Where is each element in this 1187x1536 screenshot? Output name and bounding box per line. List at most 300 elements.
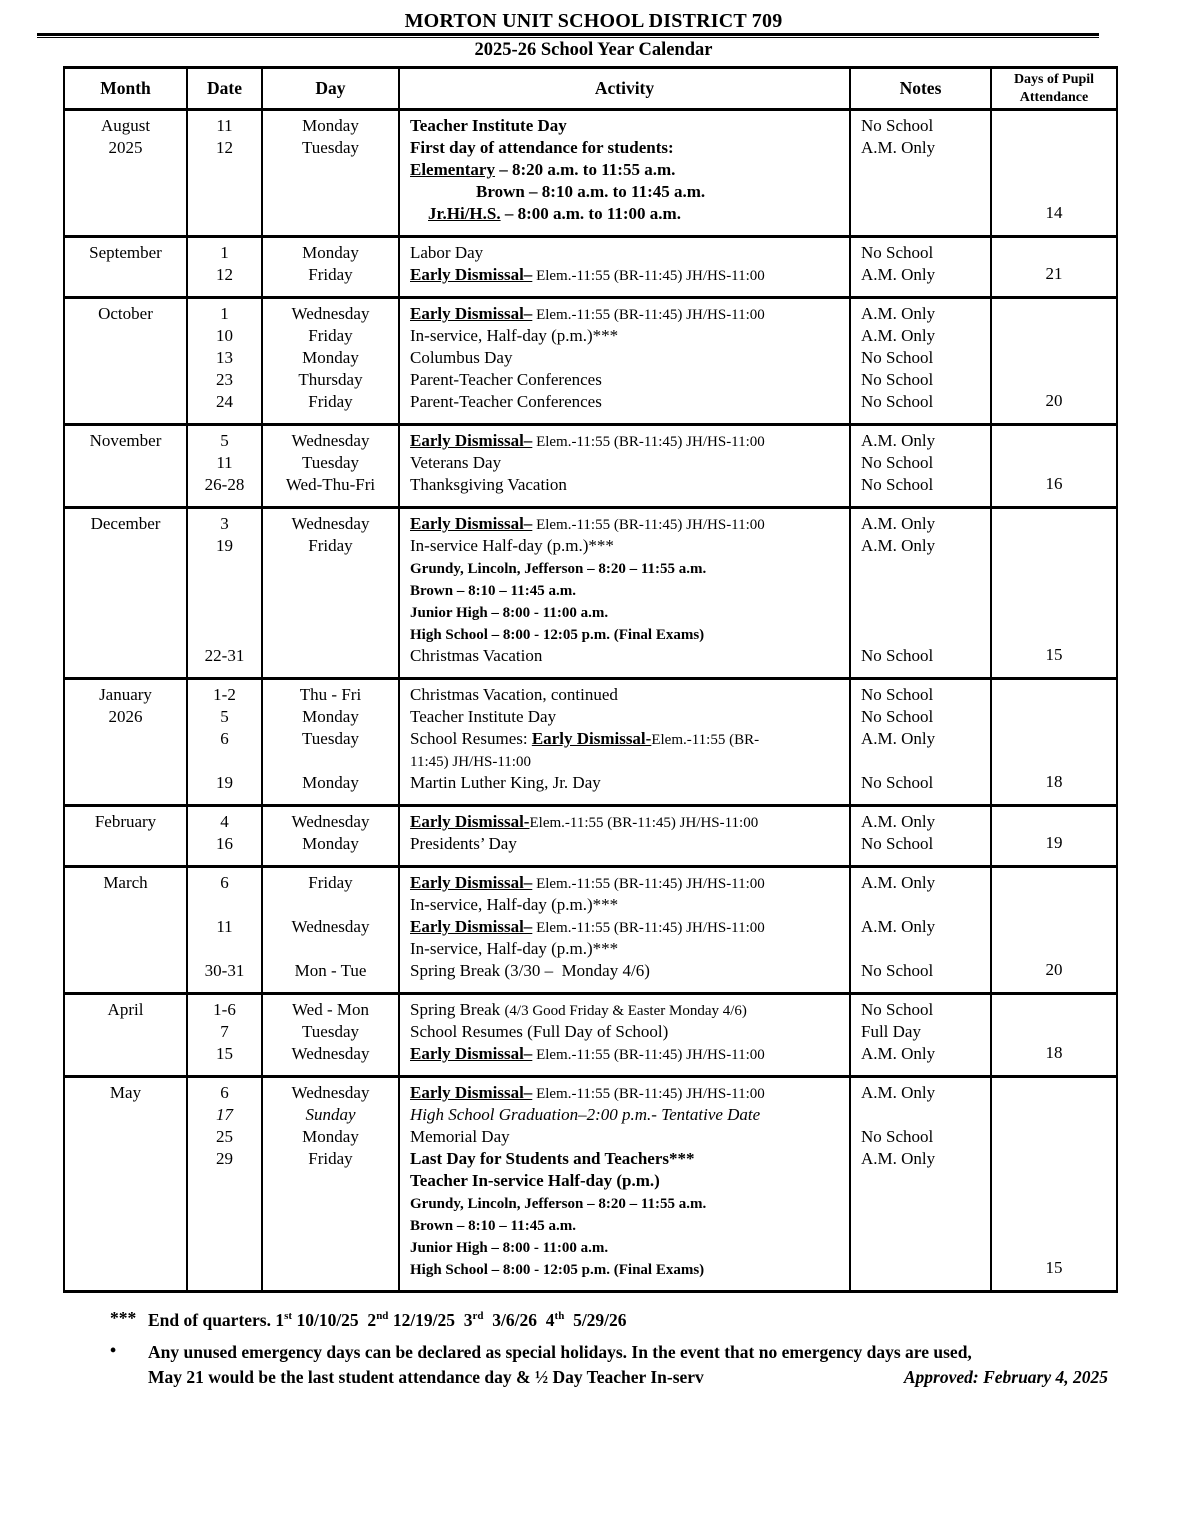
note-value: A.M. Only (861, 304, 936, 323)
activity-line (410, 242, 845, 264)
note-value: A.M. Only (861, 873, 936, 892)
notes-cell (850, 994, 991, 1077)
activity-line (410, 137, 845, 159)
date-value: 7 (220, 1022, 229, 1041)
date-cell (187, 867, 262, 994)
date-cell (187, 508, 262, 679)
month-name: September (89, 243, 162, 262)
activity-text: Early Dismissal– (410, 514, 533, 533)
note-value: A.M. Only (861, 1149, 936, 1168)
month-name: April (107, 1000, 144, 1019)
day-value (263, 645, 398, 667)
activity-line (410, 872, 845, 894)
activity-cell (399, 298, 850, 425)
activity-text: Elem.-11:55 (BR-11:45) JH/HS-11:00 (532, 1086, 765, 1102)
date-cell (187, 237, 262, 298)
activity-line (410, 369, 845, 391)
month-row-february (64, 806, 1117, 867)
day-value (263, 623, 398, 645)
month-year: 2026 (108, 707, 143, 726)
activity-text: In-service Half-day (p.m.)*** (410, 536, 614, 555)
activity-text: Elem.-11:55 (BR-11:45) JH/HS-11:00 (532, 268, 765, 284)
activity-text: School Resumes: (410, 729, 532, 748)
date-value: 5 (220, 431, 229, 450)
day-value: Wednesday (291, 431, 370, 450)
note-value (861, 579, 990, 601)
note-value: No School (861, 685, 934, 704)
calendar-table (63, 66, 1118, 1293)
date-value (188, 894, 261, 916)
activity-line (410, 938, 845, 960)
activity-line (410, 579, 845, 601)
month-row-september (64, 237, 1117, 298)
activity-text: Early Dismissal– (410, 304, 533, 323)
day-value: Tuesday (302, 1022, 359, 1041)
day-value (263, 750, 398, 772)
activity-line (410, 1148, 845, 1170)
activity-cell (399, 679, 850, 806)
note-value: No School (861, 961, 934, 980)
activity-line (410, 474, 845, 496)
date-cell (187, 1077, 262, 1292)
date-value (188, 1192, 261, 1214)
activity-line (410, 391, 845, 413)
day-value: Wed - Mon (291, 1000, 369, 1019)
note-value: No School (861, 475, 934, 494)
activity-text: Veterans Day (410, 453, 502, 472)
activity-text: Thanksgiving Vacation (410, 475, 567, 494)
activity-text: High School – 8:00 - 12:05 p.m. (Final Exams) (410, 627, 705, 643)
notes-cell (850, 425, 991, 508)
note-value (861, 159, 990, 181)
activity-text: Last Day for Students and Teachers*** (410, 1149, 695, 1168)
day-value (263, 203, 398, 225)
date-value (188, 181, 261, 203)
day-cell (262, 508, 399, 679)
note-value (861, 1258, 990, 1280)
month-row-august (64, 110, 1117, 237)
note-value: No School (861, 453, 934, 472)
activity-text: Grundy, Lincoln, Jefferson – 8:20 – 11:55 a.m. (410, 1196, 707, 1212)
activity-text: Early Dismissal– (410, 1083, 533, 1102)
activity-line (410, 452, 845, 474)
activity-line (410, 1021, 845, 1043)
header-month: Month (64, 68, 187, 110)
month-cell (64, 110, 187, 237)
activity-text: Early Dismissal– (410, 873, 533, 892)
date-value: 12 (216, 138, 233, 157)
day-value: Wednesday (291, 1044, 370, 1063)
activity-text: Jr.Hi/H.S. (428, 204, 501, 223)
quarters-segment: 5/29/26 (564, 1310, 627, 1330)
note-value: No School (861, 1000, 934, 1019)
activity-text: In-service, Half-day (p.m.)*** (410, 939, 619, 958)
day-value: Friday (308, 326, 353, 345)
quarters-segment: 3/6/26 4 (483, 1310, 555, 1330)
note-value (861, 1192, 990, 1214)
date-value: 29 (216, 1149, 233, 1168)
attendance-value: 18 (1045, 772, 1063, 791)
note-value: A.M. Only (861, 138, 936, 157)
note-value: A.M. Only (861, 917, 936, 936)
month-cell (64, 237, 187, 298)
date-value (188, 601, 261, 623)
day-value: Wednesday (291, 304, 370, 323)
date-cell (187, 679, 262, 806)
activity-text: Early Dismissal– (410, 265, 533, 284)
month-cell (64, 806, 187, 867)
date-value (188, 1258, 261, 1280)
activity-text: Teacher In-service Half-day (p.m.) (410, 1171, 660, 1190)
date-value: 1-6 (213, 1000, 236, 1019)
activity-line (410, 1192, 845, 1214)
day-cell (262, 237, 399, 298)
quarters-segment: th (554, 1310, 565, 1323)
activity-line (410, 684, 845, 706)
date-value: 19 (216, 773, 233, 792)
month-year: 2025 (108, 138, 143, 157)
day-value: Tuesday (302, 138, 359, 157)
activity-line (410, 1126, 845, 1148)
day-cell (262, 298, 399, 425)
day-cell (262, 679, 399, 806)
date-value: 6 (220, 729, 229, 748)
header-activity: Activity (399, 68, 850, 110)
note-value (861, 601, 990, 623)
date-value: 16 (216, 834, 233, 853)
activity-text: Junior High – 8:00 - 11:00 a.m. (410, 1240, 609, 1256)
activity-line (410, 894, 845, 916)
note-value (861, 1236, 990, 1258)
activity-cell (399, 425, 850, 508)
note-value (861, 203, 990, 225)
activity-line (410, 645, 845, 667)
activity-text: Christmas Vacation, continued (410, 685, 618, 704)
attendance-cell (991, 508, 1117, 679)
month-name: October (98, 304, 153, 323)
attendance-value: 19 (1045, 833, 1063, 852)
attendance-cell (991, 237, 1117, 298)
attendance-cell (991, 425, 1117, 508)
note-value (861, 181, 990, 203)
day-value (263, 1258, 398, 1280)
attendance-cell (991, 298, 1117, 425)
document-title: MORTON UNIT SCHOOL DISTRICT 709 (404, 10, 783, 32)
activity-text: Elem.-11:55 (BR- (651, 732, 760, 748)
notes-cell (850, 679, 991, 806)
note-value: No School (861, 1127, 934, 1146)
date-value: 25 (216, 1127, 233, 1146)
attendance-cell (991, 110, 1117, 237)
activity-text: Brown – 8:10 a.m. to 11:45 a.m. (476, 182, 706, 201)
note-value: No School (861, 348, 934, 367)
day-value: Monday (302, 834, 359, 853)
activity-line (410, 772, 845, 794)
month-cell (64, 679, 187, 806)
day-value: Monday (302, 707, 359, 726)
activity-line (410, 303, 845, 325)
approved-date: Approved: February 4, 2025 (903, 1367, 1108, 1387)
date-value (188, 1170, 261, 1192)
month-row-may (64, 1077, 1117, 1292)
note-value: No School (861, 707, 934, 726)
note-value (861, 938, 990, 960)
month-name: May (109, 1083, 142, 1102)
day-value (263, 159, 398, 181)
day-value: Sunday (305, 1105, 356, 1124)
day-value: Thu - Fri (299, 685, 362, 704)
date-cell (187, 806, 262, 867)
activity-text: Parent-Teacher Conferences (410, 392, 602, 411)
activity-cell (399, 806, 850, 867)
date-value (188, 557, 261, 579)
note-value: No School (861, 243, 934, 262)
activity-line (410, 1236, 845, 1258)
date-value (188, 1236, 261, 1258)
header-date: Date (187, 68, 262, 110)
activity-line (410, 728, 845, 750)
note-value: A.M. Only (861, 431, 936, 450)
bullet-marker: • (110, 1340, 117, 1360)
attendance-value: 15 (1045, 1258, 1063, 1277)
date-value: 11 (216, 917, 233, 936)
date-value: 19 (216, 536, 233, 555)
quarters-segment: 12/19/25 3 (388, 1310, 473, 1330)
activity-text: Brown – 8:10 – 11:45 a.m. (410, 1218, 576, 1234)
date-value (188, 579, 261, 601)
activity-line (410, 557, 845, 579)
date-value: 11 (216, 453, 233, 472)
note-value: No School (861, 646, 934, 665)
activity-line (410, 1258, 845, 1280)
day-value: Monday (302, 348, 359, 367)
activity-text: Teacher Institute Day (410, 116, 567, 135)
month-name: November (89, 431, 162, 450)
quarters-segment: st (284, 1310, 293, 1323)
activity-text: Spring Break (410, 1000, 505, 1019)
notes-cell (850, 508, 991, 679)
note-value (861, 557, 990, 579)
activity-text: Elem.-11:55 (BR-11:45) JH/HS-11:00 (532, 876, 765, 892)
day-value: Thursday (298, 370, 363, 389)
activity-text: Elem.-11:55 (BR-11:45) JH/HS-11:00 (532, 434, 765, 450)
day-value: Wednesday (291, 514, 370, 533)
activity-text: In-service, Half-day (p.m.)*** (410, 326, 619, 345)
day-value: Monday (302, 773, 359, 792)
day-value: Friday (308, 392, 353, 411)
activity-text: Early Dismissal- (410, 812, 530, 831)
date-value: 17 (216, 1105, 233, 1124)
note-value: A.M. Only (861, 326, 936, 345)
month-name: February (94, 812, 157, 831)
header-notes: Notes (850, 68, 991, 110)
footnotes-section (110, 1308, 1110, 1390)
attendance-cell (991, 806, 1117, 867)
title-rule (37, 33, 1099, 38)
activity-text: Elem.-11:55 (BR-11:45) JH/HS-11:00 (532, 920, 765, 936)
activity-line (410, 1214, 845, 1236)
header-attendance: Days of Pupil Attendance (991, 68, 1117, 110)
day-value (263, 579, 398, 601)
activity-line (410, 1104, 845, 1126)
activity-text: Parent-Teacher Conferences (410, 370, 602, 389)
date-value: 24 (216, 392, 233, 411)
notes-cell (850, 1077, 991, 1292)
date-cell (187, 994, 262, 1077)
activity-line (410, 535, 845, 557)
activity-line (410, 1043, 845, 1065)
attendance-cell (991, 994, 1117, 1077)
attendance-value: 21 (1045, 264, 1063, 283)
activity-line (410, 706, 845, 728)
month-row-april (64, 994, 1117, 1077)
month-cell (64, 867, 187, 994)
activity-line (410, 159, 845, 181)
quarters-segment: End of quarters. 1 (148, 1310, 285, 1330)
date-value: 26-28 (204, 475, 245, 494)
date-value (188, 750, 261, 772)
activity-text: Columbus Day (410, 348, 513, 367)
activity-cell (399, 237, 850, 298)
month-cell (64, 994, 187, 1077)
day-value: Tuesday (302, 453, 359, 472)
note-value: A.M. Only (861, 514, 936, 533)
activity-line (410, 999, 845, 1021)
notes-cell (850, 867, 991, 994)
date-value: 1 (220, 304, 229, 323)
note-value (861, 750, 990, 772)
month-row-december (64, 508, 1117, 679)
date-value: 1 (220, 243, 229, 262)
date-value: 23 (216, 370, 233, 389)
activity-line (410, 1082, 845, 1104)
date-value: 5 (220, 707, 229, 726)
date-value: 3 (220, 514, 229, 533)
day-cell (262, 994, 399, 1077)
activity-text: Grundy, Lincoln, Jefferson – 8:20 – 11:55 a.m. (410, 561, 707, 577)
month-row-november (64, 425, 1117, 508)
asterisks-marker: *** (110, 1308, 137, 1328)
activity-text: Elem.-11:55 (BR-11:45) JH/HS-11:00 (532, 517, 765, 533)
day-value (263, 1214, 398, 1236)
note-value (861, 1170, 990, 1192)
attendance-value: 15 (1045, 645, 1063, 664)
activity-text: Labor Day (410, 243, 484, 262)
activity-text: In-service, Half-day (p.m.)*** (410, 895, 619, 914)
date-value (188, 623, 261, 645)
note-value: No School (861, 116, 934, 135)
month-row-january (64, 679, 1117, 806)
note-value (861, 894, 990, 916)
attendance-value: 18 (1045, 1043, 1063, 1062)
activity-text: – 8:20 a.m. to 11:55 a.m. (494, 160, 676, 179)
activity-cell (399, 994, 850, 1077)
activity-cell (399, 110, 850, 237)
date-value (188, 203, 261, 225)
activity-text: 11:45) JH/HS-11:00 (410, 754, 531, 770)
emergency-line1: Any unused emergency days can be declared as special holidays. In the event that no emergency days are used, (148, 1342, 972, 1362)
day-value (263, 1192, 398, 1214)
activity-line (410, 833, 845, 855)
activity-text: High School – 8:00 - 12:05 p.m. (Final Exams) (410, 1262, 705, 1278)
date-value: 6 (220, 873, 229, 892)
activity-line (410, 347, 845, 369)
quarters-segment: rd (472, 1310, 484, 1323)
emergency-footnote (110, 1340, 1110, 1390)
day-value: Mon - Tue (294, 961, 367, 980)
day-cell (262, 1077, 399, 1292)
activity-text: Early Dismissal– (410, 917, 533, 936)
date-cell (187, 298, 262, 425)
attendance-value: 20 (1045, 960, 1063, 979)
notes-cell (850, 806, 991, 867)
quarters-segment: nd (376, 1310, 389, 1323)
date-value: 22-31 (204, 646, 245, 665)
note-value: No School (861, 773, 934, 792)
activity-cell (399, 1077, 850, 1292)
note-value: No School (861, 370, 934, 389)
activity-cell (399, 508, 850, 679)
activity-text: Early Dismissal- (531, 729, 652, 748)
activity-text: Elementary (410, 160, 495, 179)
date-cell (187, 425, 262, 508)
activity-line (410, 325, 845, 347)
activity-text: Early Dismissal– (410, 431, 533, 450)
attendance-cell (991, 679, 1117, 806)
activity-text: High School Graduation–2:00 p.m.- Tentative Date (410, 1105, 761, 1124)
month-name: December (90, 514, 161, 533)
month-name: March (103, 873, 148, 892)
activity-line (410, 623, 845, 645)
activity-text: Spring Break (3/30 – Monday 4/6) (410, 961, 650, 980)
header-day: Day (262, 68, 399, 110)
date-value: 12 (216, 265, 233, 284)
month-name: January (99, 685, 152, 704)
activity-text: – 8:00 a.m. to 11:00 a.m. (500, 204, 681, 223)
activity-line (410, 181, 845, 203)
activity-text: Junior High – 8:00 - 11:00 a.m. (410, 605, 609, 621)
date-value: 15 (216, 1044, 233, 1063)
day-value: Friday (308, 1149, 353, 1168)
date-value (188, 938, 261, 960)
date-value: 30-31 (204, 961, 245, 980)
day-value (263, 1236, 398, 1258)
activity-line (410, 750, 845, 772)
day-value: Friday (308, 873, 353, 892)
activity-cell (399, 867, 850, 994)
date-value: 6 (220, 1083, 229, 1102)
month-name: August (100, 116, 151, 135)
note-value: A.M. Only (861, 812, 936, 831)
notes-cell (850, 110, 991, 237)
date-value: 1-2 (213, 685, 236, 704)
month-cell (64, 508, 187, 679)
activity-line (410, 916, 845, 938)
note-value: A.M. Only (861, 536, 936, 555)
day-value: Monday (302, 1127, 359, 1146)
date-value: 4 (220, 812, 229, 831)
activity-text: First day of attendance for students: (410, 138, 674, 157)
activity-line (410, 203, 845, 225)
attendance-cell (991, 867, 1117, 994)
day-value: Friday (308, 265, 353, 284)
activity-line (410, 264, 845, 286)
date-value: 13 (216, 348, 233, 367)
day-value: Friday (308, 536, 353, 555)
activity-text: Presidents’ Day (410, 834, 517, 853)
header-row (64, 68, 1117, 110)
activity-text: Elem.-11:55 (BR-11:45) JH/HS-11:00 (529, 815, 759, 831)
